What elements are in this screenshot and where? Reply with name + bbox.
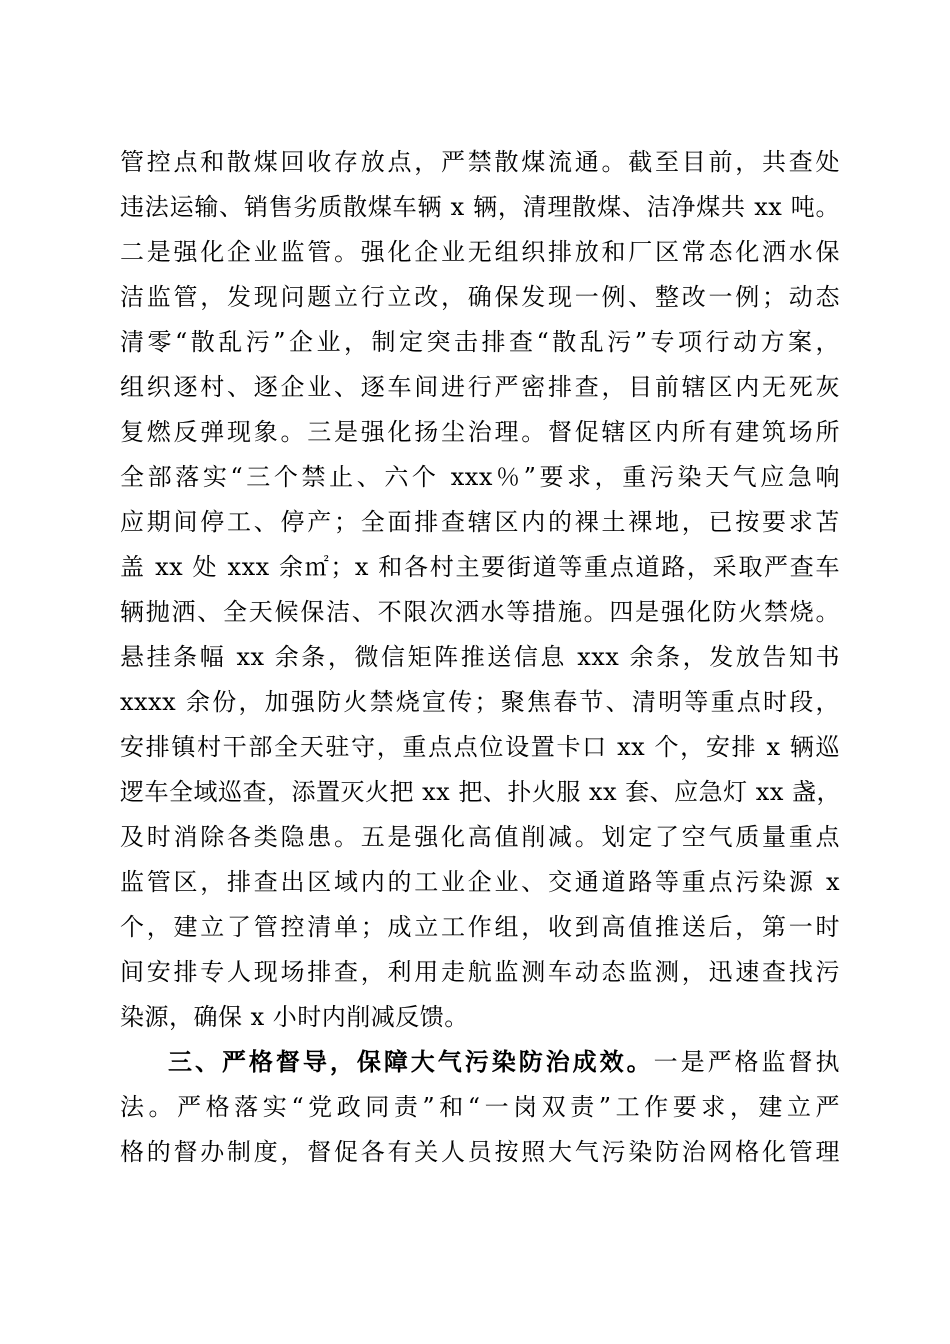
heading-line-rest: 一是严格监督执 xyxy=(653,1048,840,1076)
text-line: 洁监管，发现问题立行立改，确保发现一例、整改一例；动态 xyxy=(120,283,840,311)
text-line: 违法运输、销售劣质散煤车辆 x 辆，清理散煤、洁净煤共 xx 吨。 xyxy=(120,193,840,221)
paragraph-1 xyxy=(120,140,840,1040)
text-line: 组织逐村、逐企业、逐车间进行严密排查，目前辖区内无死灰 xyxy=(120,373,840,401)
text-line: 监管区，排查出区域内的工业企业、交通道路等重点污染源 x xyxy=(120,868,840,896)
text-line: 悬挂条幅 xx 余条，微信矩阵推送信息 xxx 余条，发放告知书 xyxy=(120,643,840,671)
section-heading: 三、严格督导，保障大气污染防治成效。 xyxy=(168,1048,654,1076)
text-line: 逻车全域巡查，添置灭火把 xx 把、扑火服 xx 套、应急灯 xx 盏， xyxy=(120,778,841,806)
text-line: 管控点和散煤回收存放点，严禁散煤流通。截至目前，共查处 xyxy=(120,148,840,176)
text-line: 法。严格落实“党政同责”和“一岗双责”工作要求，建立严 xyxy=(120,1093,840,1121)
text-line: 应期间停工、停产；全面排查辖区内的裸土裸地，已按要求苫 xyxy=(120,508,840,536)
text-line: 复燃反弹现象。三是强化扬尘治理。督促辖区内所有建筑场所 xyxy=(120,418,840,446)
text-line: 清零“散乱污”企业，制定突击排查“散乱污”专项行动方案， xyxy=(120,328,840,356)
text-line: 安排镇村干部全天驻守，重点点位设置卡口 xx 个，安排 x 辆巡 xyxy=(120,733,840,761)
text-line: 辆抛洒、全天候保洁、不限次洒水等措施。四是强化防火禁烧。 xyxy=(120,598,840,626)
document-body xyxy=(120,140,840,1175)
text-line: 染源，确保 x 小时内削减反馈。 xyxy=(120,1003,469,1031)
text-line: 及时消除各类隐患。五是强化高值削减。划定了空气质量重点 xyxy=(120,823,840,851)
text-line: 间安排专人现场排查，利用走航监测车动态监测，迅速查找污 xyxy=(120,958,840,986)
text-line: 全部落实“三个禁止、六个 xxx％”要求，重污染天气应急响 xyxy=(120,463,840,491)
text-line: 个，建立了管控清单；成立工作组，收到高值推送后，第一时 xyxy=(120,913,840,941)
text-line: xxxx 余份，加强防火禁烧宣传；聚焦春节、清明等重点时段， xyxy=(120,688,840,716)
text-line: 二是强化企业监管。强化企业无组织排放和厂区常态化洒水保 xyxy=(120,238,840,266)
text-line: 盖 xx 处 xxx 余㎡；x 和各村主要街道等重点道路，采取严查车 xyxy=(120,553,840,581)
text-line: 格的督办制度，督促各有关人员按照大气污染防治网格化管理 xyxy=(120,1138,840,1166)
paragraph-2 xyxy=(120,1040,840,1175)
section-heading-line xyxy=(120,1040,840,1085)
